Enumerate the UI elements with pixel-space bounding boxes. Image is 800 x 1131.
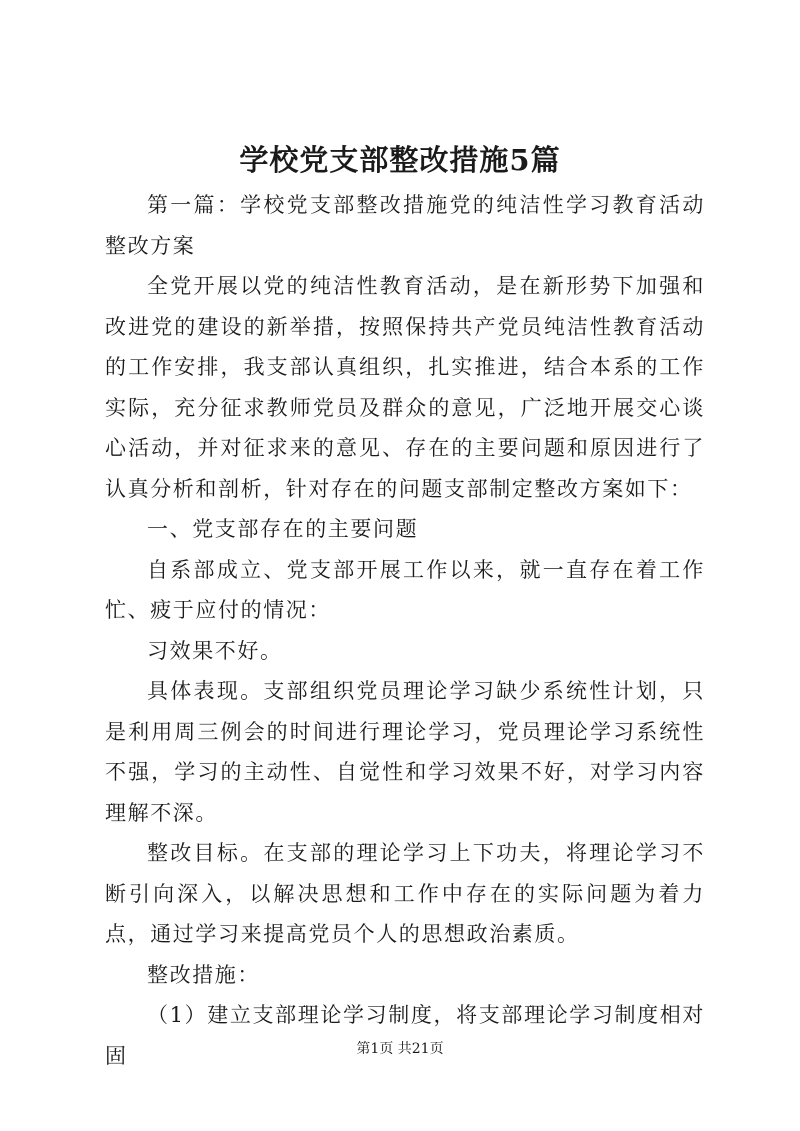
paragraph-goal: 整改目标。在支部的理论学习上下功夫，将理论学习不断引向深入，以解决思想和工作中存在的实际问题为着力点，通过学习来提高党员个人的思想政治素质。 <box>105 841 705 946</box>
paragraph-situation: 自系部成立、党支部开展工作以来，就一直存在着工作忙、疲于应付的情况： <box>105 557 705 622</box>
page-footer: 第1页 共21页 <box>356 1041 444 1057</box>
paragraph-intro: 全党开展以党的纯洁性教育活动，是在新形势下加强和改进党的建设的新举措，按照保持共产党员纯洁性教育活动的工作安排，我支部认真组织，扎实推进，结合本系的工作实际，充分征求教师党员及群众的意见，广泛地开展交心谈心活动，并对征求来的意见、存在的主要问题和原因进行了认真分析和剖析，针对存在的问题支部制定整改方案如下： <box>105 274 705 501</box>
paragraph-heading-first: 第一篇：学校党支部整改措施党的纯洁性学习教育活动整改方案 <box>105 193 705 258</box>
section-heading-problems: 一、党支部存在的主要问题 <box>147 517 419 541</box>
paragraph-manifestation: 具体表现。支部组织党员理论学习缺少系统性计划，只是利用周三例会的时间进行理论学习，党员理论学习系统性不强，学习的主动性、自觉性和学习效果不好，对学习内容理解不深。 <box>105 679 705 825</box>
document-title: 学校党支部整改措施5篇 <box>239 143 561 177</box>
paragraph-measures-heading: 整改措施： <box>147 962 260 987</box>
paragraph-measure-1: （1）建立支部理论学习制度，将支部理论学习制度相对固 <box>105 1003 705 1068</box>
document-body <box>105 185 705 1076</box>
paragraph-effect: 习效果不好。 <box>147 638 283 663</box>
